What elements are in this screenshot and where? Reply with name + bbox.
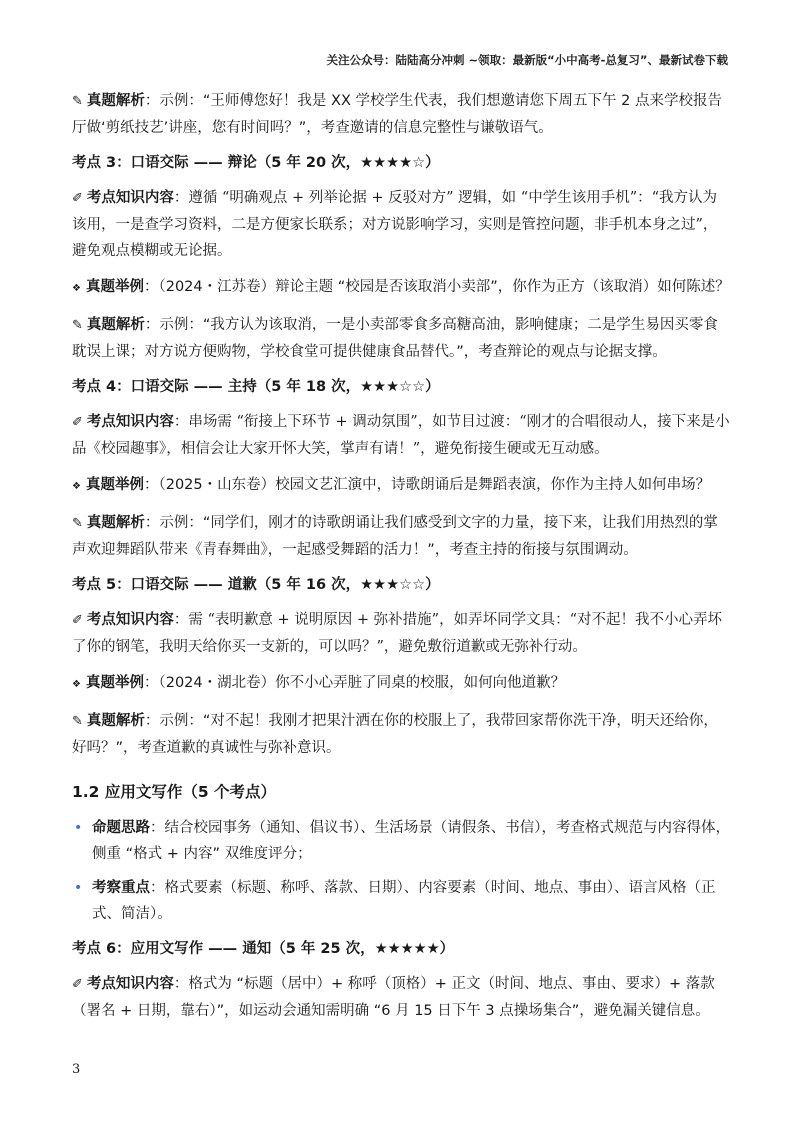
paragraph-label: 考点知识内容 bbox=[86, 190, 174, 206]
example-paragraph bbox=[72, 472, 730, 500]
paragraph-text: ：示例：“同学们，刚才的诗歌朗诵让我们感受到文字的力量，接下来，让我们用热烈的掌声欢迎舞蹈队带来《青春舞曲》，一起感受舞蹈的活力！”，考查主持的衔接与氛围调动。 bbox=[72, 515, 718, 558]
section-heading: 考点 6：应用文写作 —— 通知（5 年 25 次，★★★★★） bbox=[72, 941, 455, 957]
section-heading: 考点 3：口语交际 —— 辩论（5 年 20 次，★★★★☆） bbox=[72, 155, 440, 171]
list-item-label: 考察重点 bbox=[92, 880, 150, 896]
list-item-text: ：格式要素（标题、称呼、落款、日期）、内容要素（时间、地点、事由）、语言风格（正式、简洁）。 bbox=[92, 880, 716, 922]
pen-icon: ✐ bbox=[72, 613, 83, 628]
paragraph-label: 真题解析 bbox=[86, 317, 145, 333]
pencil-icon: ✎ bbox=[72, 94, 83, 109]
list-item bbox=[72, 875, 730, 927]
paragraph-text: ：示例：“我方认为该取消，一是小卖部零食多高糖高油，影响健康；二是学生易因买零食耽误上课；对方说方便购物，学校食堂可提供健康食品替代。”，考查辩论的观点与论据支撑。 bbox=[72, 317, 718, 360]
paragraph-label: 考点知识内容 bbox=[86, 612, 174, 628]
paragraph-text: ：（2024・江苏卷）辩论主题 “校园是否该取消小卖部”，你作为正方（该取消）如何陈述？ bbox=[143, 279, 730, 295]
paragraph-label: 真题举例 bbox=[85, 279, 144, 295]
bullet-icon: • bbox=[74, 820, 83, 836]
knowledge-paragraph bbox=[72, 185, 730, 264]
analysis-paragraph bbox=[72, 88, 730, 141]
page-number: 3 bbox=[72, 1062, 81, 1077]
paragraph-label: 真题解析 bbox=[86, 515, 145, 531]
knowledge-paragraph bbox=[72, 409, 730, 462]
page-content bbox=[72, 88, 730, 1034]
analysis-paragraph bbox=[72, 312, 730, 365]
bullet-icon: • bbox=[74, 880, 83, 896]
subsection-heading: 1.2 应用文写作（5 个考点） bbox=[72, 783, 277, 801]
paragraph-text: ：格式为 “标题（居中）+ 称呼（顶格）+ 正文（时间、地点、事由、要求）+ 落款（署名 + 日期，靠右）”，如运动会通知需明确 “6 月 15 日下午 3 点操场集合”，避免漏关键信息。 bbox=[72, 976, 715, 1019]
pencil-icon: ✎ bbox=[72, 714, 83, 729]
section-heading: 考点 4：口语交际 —— 主持（5 年 18 次，★★★☆☆） bbox=[72, 379, 440, 395]
pen-icon: ✐ bbox=[72, 415, 83, 430]
paragraph-label: 真题举例 bbox=[85, 477, 144, 493]
list-item-label: 命题思路 bbox=[92, 820, 150, 836]
page-header: 关注公众号：陆陆高分冲刺 ~领取：最新版“小中高考-总复习”、最新试卷下载 bbox=[326, 53, 728, 67]
pen-icon: ✐ bbox=[72, 191, 83, 206]
paragraph-text: ：示例：“对不起！我刚才把果汁洒在你的校服上了，我带回家帮你洗干净，明天还给你，好吗？”，考查道歉的真诚性与弥补意识。 bbox=[72, 713, 718, 756]
paragraph-text: ：串场需 “衔接上下环节 + 调动氛围”，如节目过渡：“刚才的合唱很动人，接下来是小品《校园趣事》，相信会让大家开怀大笑，掌声有请！”，避免衔接生硬或无互动感。 bbox=[72, 414, 730, 457]
paragraph-label: 真题举例 bbox=[85, 675, 144, 691]
paragraph-label: 真题解析 bbox=[86, 713, 145, 729]
analysis-paragraph bbox=[72, 708, 730, 761]
pencil-icon: ✎ bbox=[72, 516, 83, 531]
example-paragraph bbox=[72, 274, 730, 302]
diamond-icon: ❖ bbox=[72, 283, 81, 294]
diamond-icon: ❖ bbox=[72, 679, 81, 690]
list-item-text: ：结合校园事务（通知、倡议书）、生活场景（请假条、书信），考查格式规范与内容得体，侧重 “格式 + 内容” 双维度评分； bbox=[92, 820, 730, 862]
paragraph-label: 考点知识内容 bbox=[86, 414, 174, 430]
list-item bbox=[72, 815, 730, 867]
paragraph-text: ：（2024・湖北卷）你不小心弄脏了同桌的校服，如何向他道歉？ bbox=[143, 675, 566, 691]
paragraph-text: ：需 “表明歉意 + 说明原因 + 弥补措施”，如弄坏同学文具：“对不起！我不小心弄坏了你的钢笔，我明天给你买一支新的，可以吗？”，避免敷衍道歉或无弥补行动。 bbox=[72, 612, 722, 655]
example-paragraph bbox=[72, 670, 730, 698]
analysis-paragraph bbox=[72, 510, 730, 563]
paragraph-text: ：（2025・山东卷）校园文艺汇演中，诗歌朗诵后是舞蹈表演，你作为主持人如何串场？ bbox=[143, 477, 711, 493]
paragraph-label: 考点知识内容 bbox=[86, 976, 174, 992]
pen-icon: ✐ bbox=[72, 977, 83, 992]
paragraph-label: 真题解析 bbox=[86, 93, 145, 109]
paragraph-text: ：遵循 “明确观点 + 列举论据 + 反驳对方” 逻辑，如 “中学生该用手机”：“我方认为该用，一是查学习资料，二是方便家长联系；对方说影响学习，实则是管控问题，非手机本身之过”，避免观点模糊或无论据。 bbox=[72, 190, 718, 259]
paragraph-text: ：示例：“王师傅您好！我是 XX 学校学生代表，我们想邀请您下周五下午 2 点来学校报告厅做‘剪纸技艺’讲座，您有时间吗？”，考查邀请的信息完整性与谦敬语气。 bbox=[72, 93, 722, 136]
knowledge-paragraph bbox=[72, 971, 730, 1024]
pencil-icon: ✎ bbox=[72, 318, 83, 333]
diamond-icon: ❖ bbox=[72, 481, 81, 492]
knowledge-paragraph bbox=[72, 607, 730, 660]
section-heading: 考点 5：口语交际 —— 道歉（5 年 16 次，★★★☆☆） bbox=[72, 577, 440, 593]
bullet-list bbox=[72, 815, 730, 927]
